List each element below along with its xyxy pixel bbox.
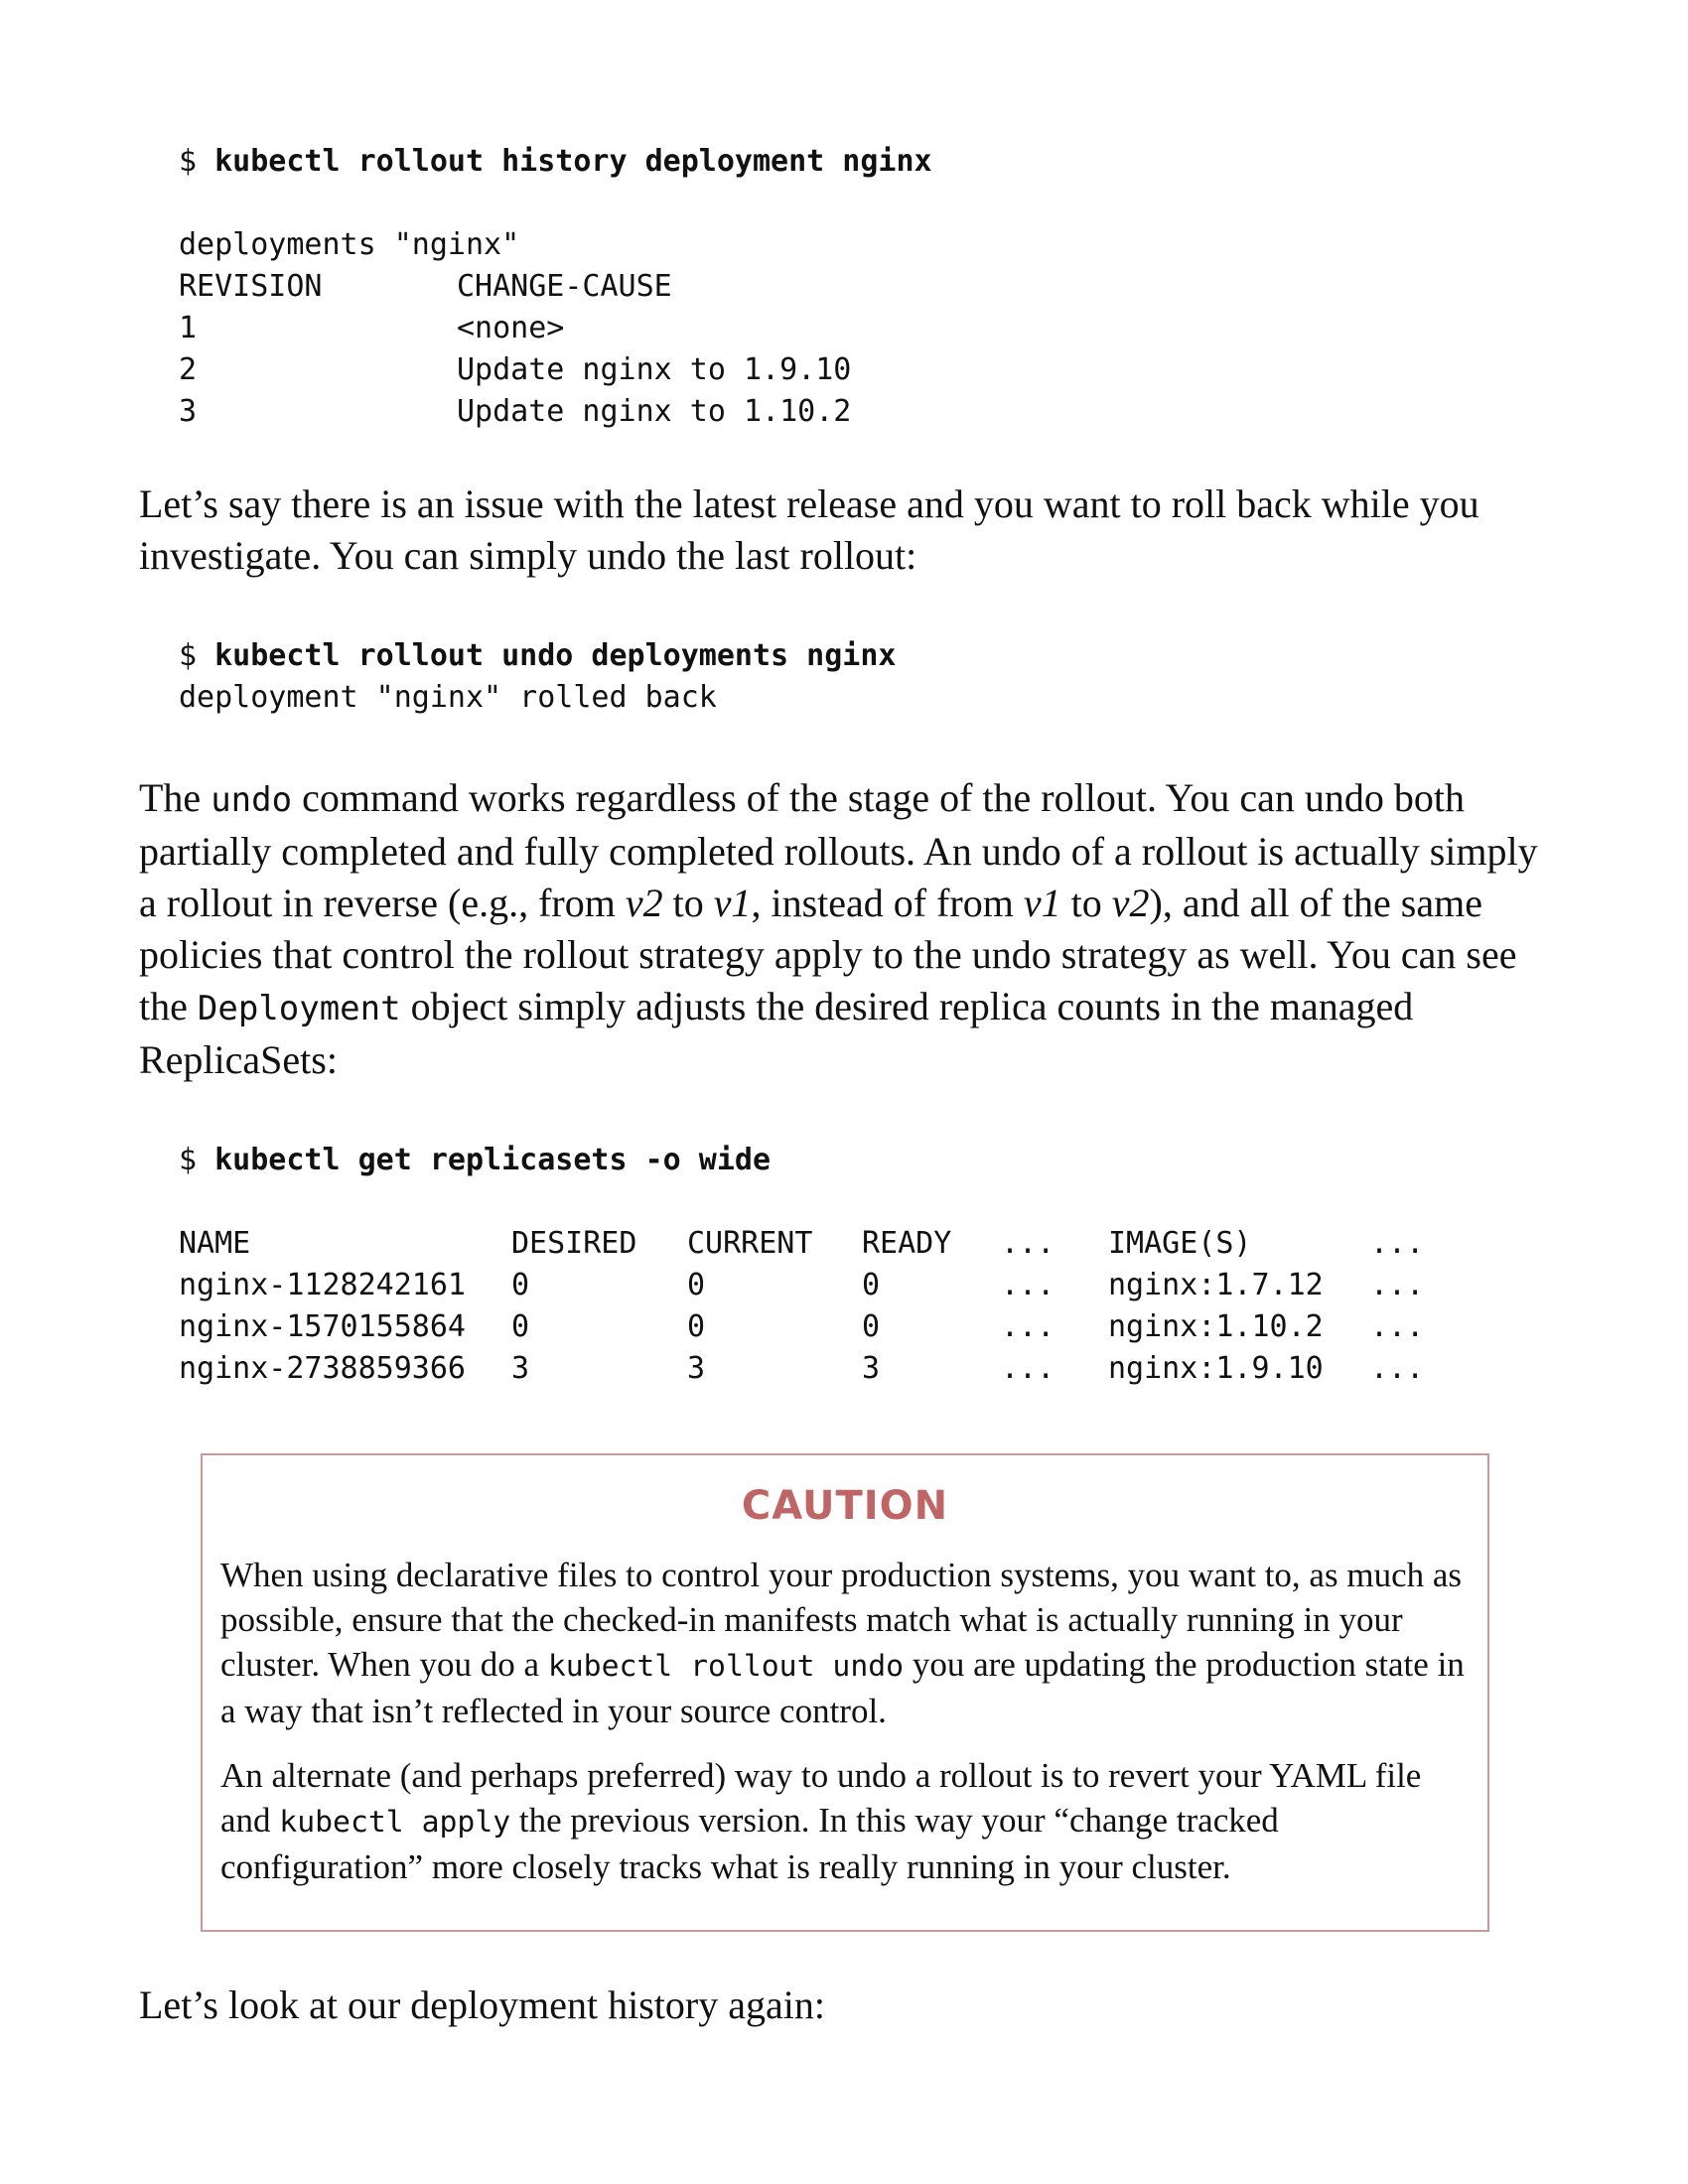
rs-header-ready: READY	[862, 1226, 952, 1261]
inline-code-apply: kubectl apply	[279, 1805, 511, 1840]
rs-cell-ready: 0	[862, 1309, 881, 1344]
history-row-revision: 3	[179, 394, 198, 429]
rs-cell-image: nginx:1.7.12	[1108, 1268, 1324, 1302]
rs-cell-current: 3	[687, 1351, 706, 1386]
rs-cell-name: nginx-1128242161	[179, 1268, 466, 1302]
inline-code-undo: undo	[211, 780, 293, 820]
rollout-history-command: $ kubectl rollout history deployment nginx	[179, 144, 932, 179]
rs-cell-current: 0	[687, 1309, 706, 1344]
caution-title: CAUTION	[741, 1483, 949, 1529]
rs-cell-desired: 0	[511, 1268, 530, 1302]
rollout-undo-output: deployment "nginx" rolled back	[179, 680, 717, 715]
history-row-cause: Update nginx to 1.10.2	[457, 394, 852, 429]
paragraph-history-again: Let’s look at our deployment history again:	[139, 1982, 825, 2027]
command-text: kubectl get replicasets -o wide	[214, 1143, 772, 1177]
rollout-undo-command: $ kubectl rollout undo deployments nginx	[179, 638, 897, 673]
rs-cell-image: nginx:1.9.10	[1108, 1351, 1324, 1386]
history-subject: deployments "nginx"	[179, 227, 520, 262]
paragraph-undo-explanation: The undo command works regardless of the stage of the rollout. You can undo both partially completed and fully completed rollouts. An undo of a rollout is actually simply a rollout in reverse (e.g., from v2 to v1, instead of from v1 to v2), and all of the same policies that control the rollout strategy apply to the undo strategy as well. You can see the Deployment object simply adjusts the desired replica counts in the managed ReplicaSets:	[139, 775, 1538, 1082]
rs-cell-ellipsis: ...	[1370, 1309, 1425, 1344]
rs-header-ellipsis: ...	[1370, 1226, 1425, 1261]
rs-header-desired: DESIRED	[511, 1226, 637, 1261]
paragraph-rollback-intro: Let’s say there is an issue with the latest release and you want to roll back while you investigate. You can simply undo the last rollout:	[139, 481, 1479, 578]
caution-paragraph-1: When using declarative files to control your production systems, you want to, as much as possible, ensure that the checked-in manifests match what is actually running in your cluster. When you do a kubectl rollout undo you are updating the production state in a way that isn’t reflected in your source control.	[220, 1556, 1465, 1730]
rs-cell-name: nginx-2738859366	[179, 1351, 466, 1386]
get-replicasets-command: $ kubectl get replicasets -o wide	[179, 1143, 772, 1177]
rs-cell-ready: 0	[862, 1268, 881, 1302]
inline-code-rollout-undo: kubectl rollout undo	[547, 1649, 905, 1684]
rs-cell-ellipsis: ...	[1001, 1309, 1055, 1344]
rs-cell-desired: 0	[511, 1309, 530, 1344]
command-text: kubectl rollout history deployment nginx	[214, 144, 932, 179]
history-header-change-cause: CHANGE-CAUSE	[457, 269, 672, 304]
rs-header-name: NAME	[179, 1226, 251, 1261]
inline-code-deployment: Deployment	[197, 989, 401, 1028]
rs-header-current: CURRENT	[687, 1226, 813, 1261]
rs-cell-name: nginx-1570155864	[179, 1309, 466, 1344]
rs-header-images: IMAGE(S)	[1108, 1226, 1252, 1261]
rs-cell-ellipsis: ...	[1370, 1351, 1425, 1386]
history-row-cause: <none>	[457, 311, 565, 345]
history-header-revision: REVISION	[179, 269, 323, 304]
rs-cell-desired: 3	[511, 1351, 530, 1386]
rs-cell-ellipsis: ...	[1001, 1351, 1055, 1386]
rs-cell-image: nginx:1.10.2	[1108, 1309, 1324, 1344]
rs-cell-ellipsis: ...	[1001, 1268, 1055, 1302]
history-row-revision: 1	[179, 311, 198, 345]
rs-cell-ellipsis: ...	[1370, 1268, 1425, 1302]
rs-cell-current: 0	[687, 1268, 706, 1302]
command-text: kubectl rollout undo deployments nginx	[214, 638, 897, 673]
rs-cell-ready: 3	[862, 1351, 881, 1386]
caution-callout	[201, 1453, 1489, 1932]
rs-header-ellipsis: ...	[1001, 1226, 1055, 1261]
caution-paragraph-2: An alternate (and perhaps preferred) way to undo a rollout is to revert your YAML file and kubectl apply the previous version. In this way your “change tracked configuration” more closely tracks what is really running in your cluster.	[220, 1756, 1422, 1886]
history-row-cause: Update nginx to 1.9.10	[457, 352, 852, 387]
history-row-revision: 2	[179, 352, 198, 387]
